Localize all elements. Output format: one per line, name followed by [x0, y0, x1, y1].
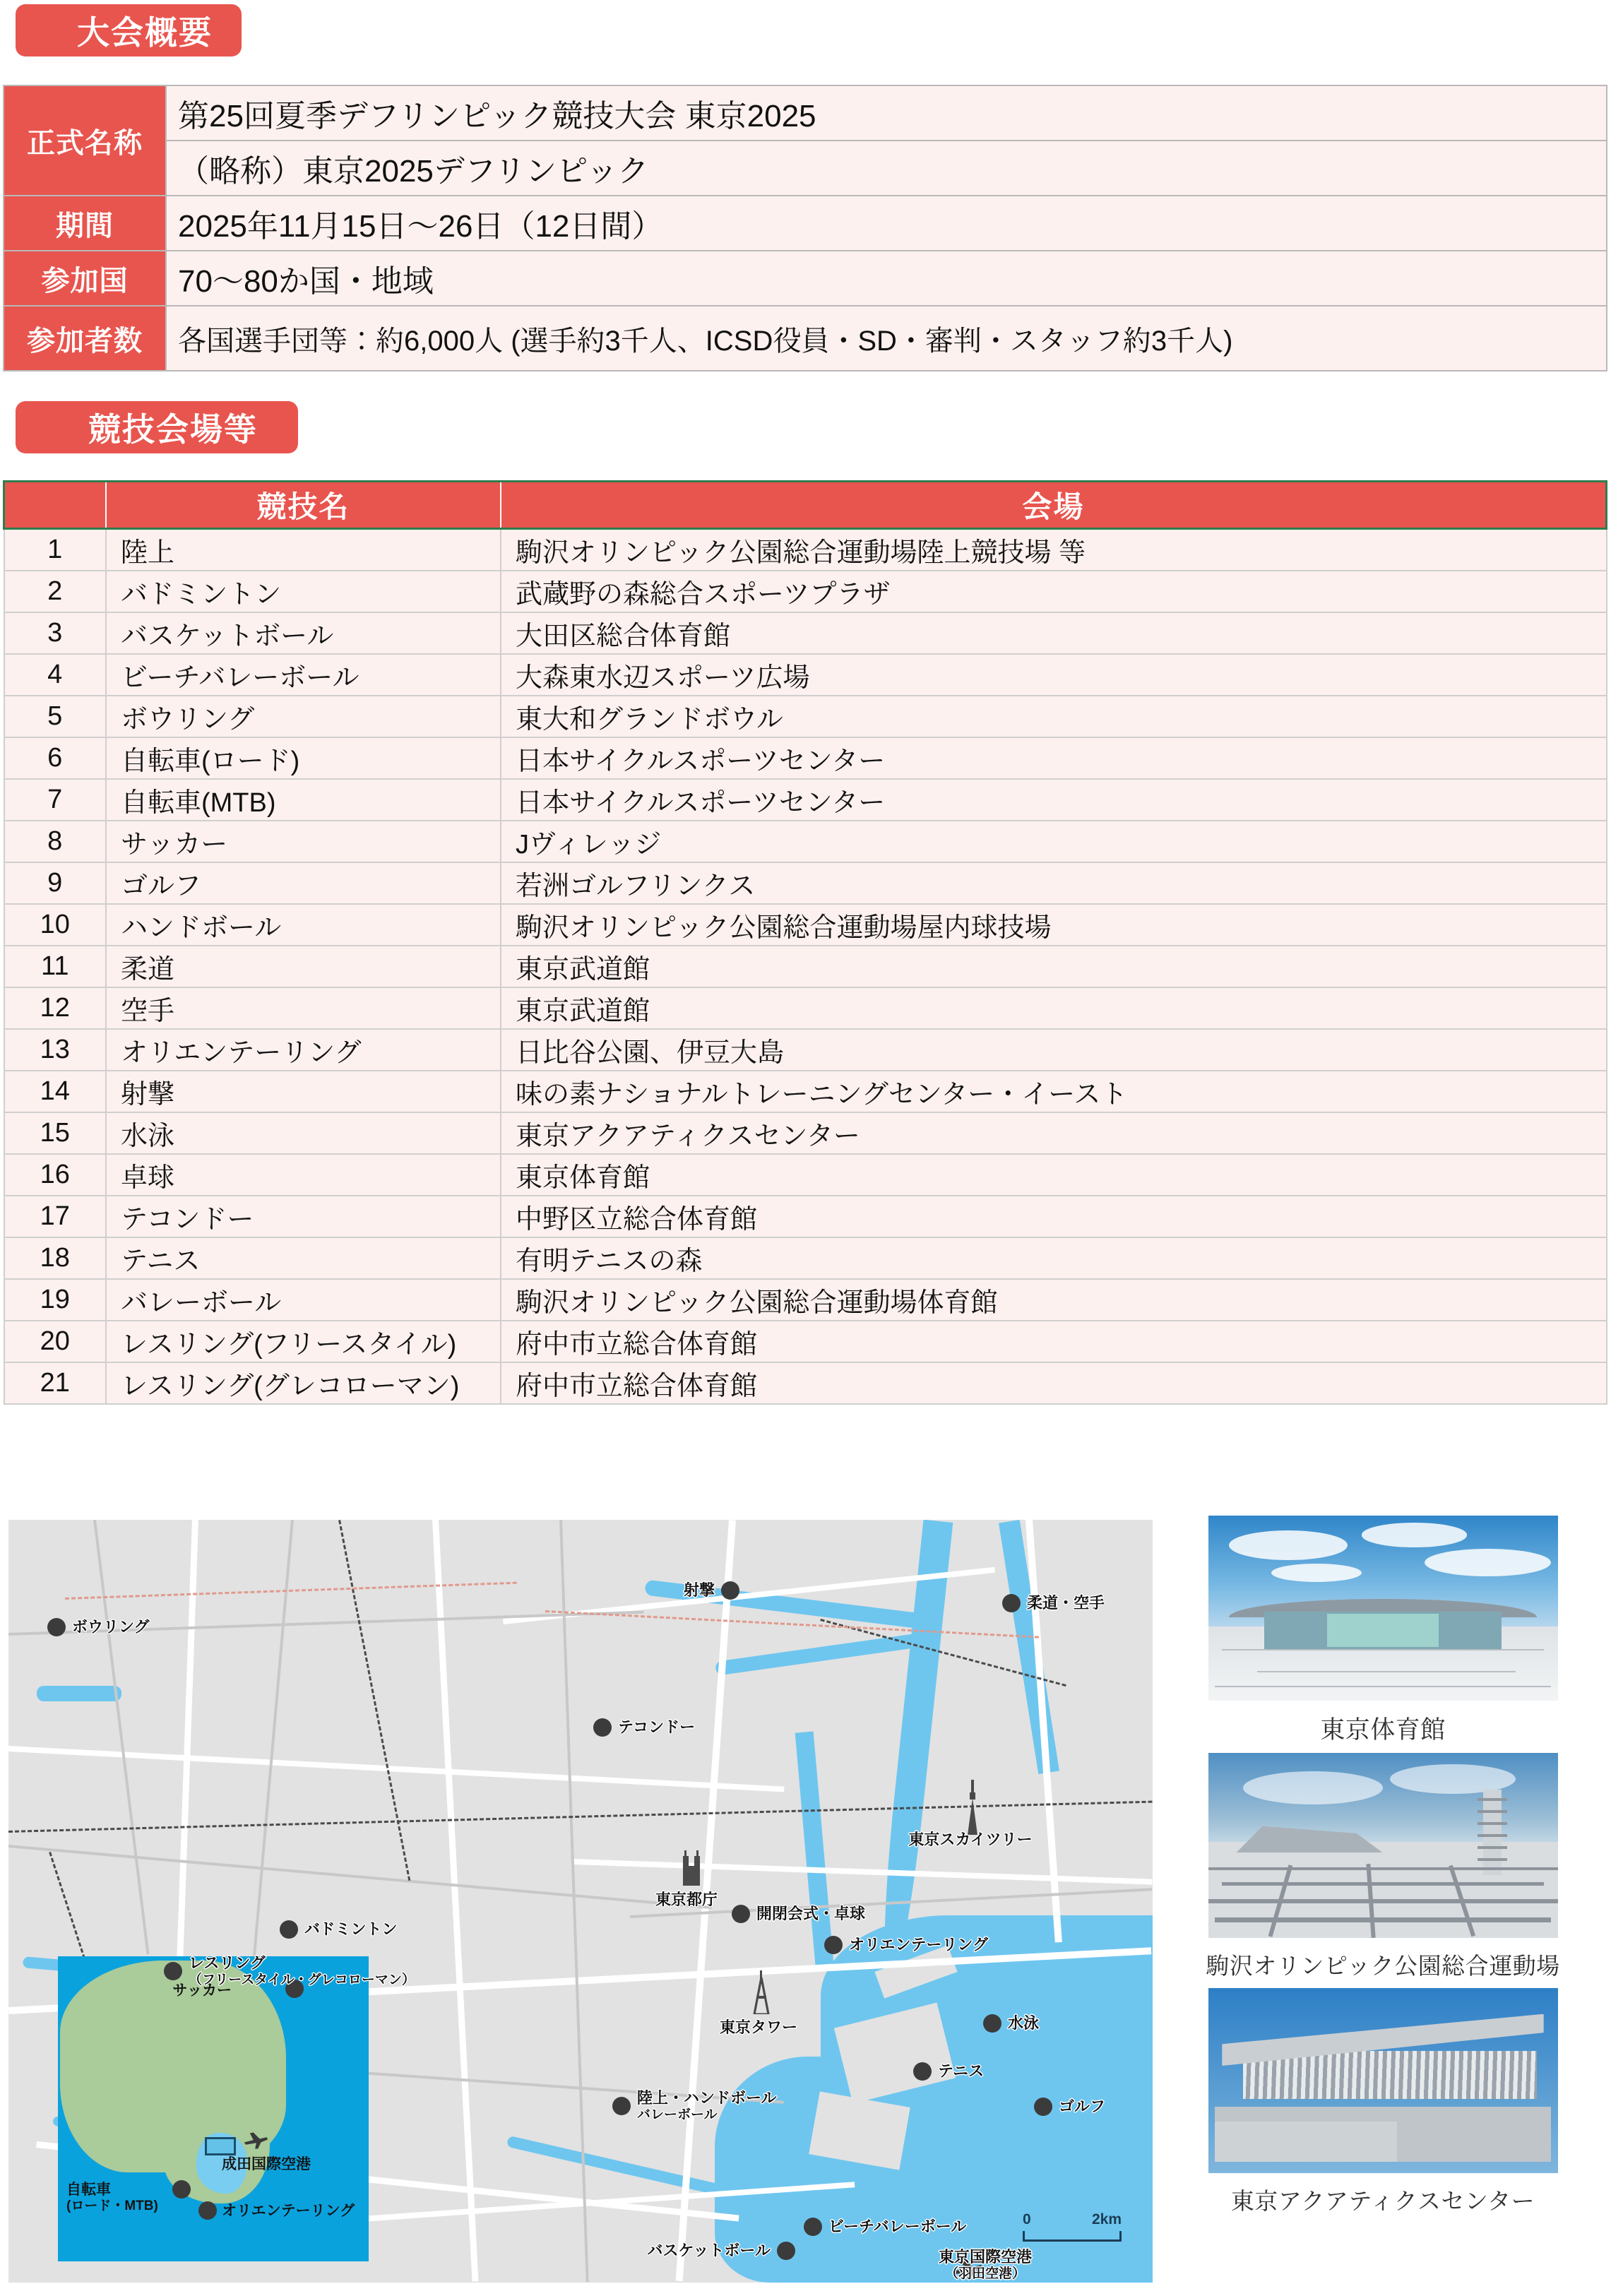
- map-label-basketball: [648, 2242, 771, 2260]
- map-label-main-basketball: バスケットボール: [647, 2242, 771, 2260]
- map-marker-athletics[interactable]: [612, 2097, 631, 2115]
- map-road-thin-4: [559, 1520, 589, 2282]
- map-label-tabletennis: [756, 1905, 865, 1923]
- narita-airport-plane-icon: [243, 2131, 268, 2153]
- map-marker-tabletennis[interactable]: [732, 1905, 750, 1923]
- venue-row-no: 2: [4, 571, 107, 612]
- venue-row-no: 3: [4, 612, 107, 654]
- venue-row-sport: 空手: [106, 987, 501, 1029]
- venue-row-sport: サッカー: [106, 821, 501, 862]
- table-row: [4, 779, 1607, 821]
- venue-photo-column: [1164, 1516, 1602, 2223]
- venue-row-venue: Jヴィレッジ: [501, 821, 1607, 862]
- venue-row-sport: バレーボール: [106, 1279, 501, 1321]
- venue-row-no: 7: [4, 779, 107, 821]
- inset-regional-map[interactable]: [58, 1953, 369, 2261]
- table-row: [4, 1029, 1607, 1071]
- scale-min: 0: [1023, 2211, 1031, 2227]
- photo-card-komazawa-park: [1164, 1753, 1602, 1981]
- venue-row-sport: 卓球: [106, 1154, 501, 1196]
- venue-row-sport: レスリング(フリースタイル): [106, 1321, 501, 1362]
- venue-row-no: 1: [4, 529, 107, 571]
- overview-value-short-name: （略称）東京2025デフリンピック: [166, 141, 1607, 196]
- photo-tokyo-gymnasium: [1208, 1516, 1558, 1701]
- venue-row-sport: ビーチバレーボール: [106, 654, 501, 696]
- scale-ticks: [1023, 2231, 1122, 2242]
- venue-row-venue: 府中市立総合体育館: [501, 1321, 1607, 1362]
- map-label-sub-wrestling: （フリースタイル・グレコローマン）: [189, 1972, 415, 1987]
- venue-row-sport: ゴルフ: [106, 862, 501, 904]
- table-row: [4, 821, 1607, 862]
- table-row: [4, 1362, 1607, 1404]
- map-landmark-main-tocho: 東京都庁: [655, 1891, 718, 1908]
- map-marker-badminton[interactable]: [280, 1920, 298, 1939]
- venue-row-no: 16: [4, 1154, 107, 1196]
- map-marker-tennis[interactable]: [913, 2062, 932, 2081]
- map-label-main-swimming: 水泳: [1008, 2014, 1040, 2033]
- map-landmark-main-haneda: 東京国際空港: [938, 2248, 1033, 2266]
- inset-label-cycling-main: 自転車: [66, 2182, 111, 2198]
- venue-row-no: 15: [4, 1112, 107, 1154]
- map-label-sub-athletics: バレーボール: [637, 2107, 718, 2122]
- table-row: [4, 306, 1607, 371]
- inset-marker-cycling[interactable]: [172, 2180, 191, 2199]
- map-marker-shooting[interactable]: [721, 1581, 739, 1600]
- map-landmark-sub-haneda: （羽田空港）: [944, 2266, 1026, 2281]
- venue-row-no: 9: [4, 862, 107, 904]
- overview-value-participants: 各国選手団等：約6,000人 (選手約3千人、ICSD役員・SD・審判・スタッフ約3千人): [166, 306, 1607, 371]
- overview-table: [3, 85, 1607, 371]
- map-marker-beachvolley[interactable]: [804, 2218, 822, 2236]
- venue-row-no: 6: [4, 737, 107, 779]
- venue-row-venue: 駒沢オリンピック公園総合運動場陸上競技場 等: [501, 529, 1607, 571]
- map-label-main-bowling: ボウリング: [72, 1618, 150, 1636]
- venue-row-sport: 柔道: [106, 946, 501, 987]
- photo-card-tokyo-gymnasium: [1164, 1516, 1602, 1746]
- table-row: [4, 571, 1607, 612]
- map-road-5: [432, 1520, 479, 2282]
- venue-row-venue: 東京アクアティクスセンター: [501, 1112, 1607, 1154]
- photo-caption-komazawa-park: 駒沢オリンピック公園総合運動場: [1206, 1953, 1560, 1979]
- map-label-shooting: [684, 1581, 715, 1600]
- table-row: [4, 196, 1607, 251]
- venue-row-venue: 日比谷公園、伊豆大島: [501, 1029, 1607, 1071]
- venue-row-venue: 若洲ゴルフリンクス: [501, 862, 1607, 904]
- venue-row-sport: 自転車(MTB): [106, 779, 501, 821]
- table-row: [4, 141, 1607, 196]
- venue-row-sport: 水泳: [106, 1112, 501, 1154]
- table-row: [4, 1279, 1607, 1321]
- venue-row-venue: 味の素ナショナルトレーニングセンター・イースト: [501, 1071, 1607, 1112]
- table-row: [4, 251, 1607, 306]
- table-row: [4, 1112, 1607, 1154]
- venue-row-venue: 大田区総合体育館: [501, 612, 1607, 654]
- venue-row-venue: 有明テニスの森: [501, 1237, 1607, 1279]
- venue-row-venue: 東京武道館: [501, 987, 1607, 1029]
- venue-row-sport: ボウリング: [106, 696, 501, 737]
- venue-row-venue: 武蔵野の森総合スポーツプラザ: [501, 571, 1607, 612]
- map-marker-bowling[interactable]: [47, 1618, 66, 1636]
- map-label-orienteering: [849, 1936, 988, 1954]
- table-row: [4, 529, 1607, 571]
- venue-row-no: 11: [4, 946, 107, 987]
- inset-label-narita-airport: 成田国際空港: [222, 2156, 311, 2172]
- map-label-tennis: [938, 2062, 984, 2081]
- map-marker-wrestling[interactable]: [164, 1962, 182, 1980]
- section-badge-overview: 大会概要: [16, 4, 242, 56]
- overview-label-countries: 参加国: [4, 251, 166, 306]
- photo-card-tokyo-aquatics: [1164, 1988, 1602, 2216]
- photo-caption-tokyo-aquatics: 東京アクアティクスセンター: [1230, 2188, 1535, 2214]
- venues-table: [3, 480, 1607, 1405]
- table-row: [4, 696, 1607, 737]
- venue-row-sport: バドミントン: [106, 571, 501, 612]
- venue-row-no: 14: [4, 1071, 107, 1112]
- venue-row-venue: 東京体育館: [501, 1154, 1607, 1196]
- map-label-taekwondo: [618, 1718, 695, 1737]
- overview-value-countries: 70～80か国・地域: [166, 251, 1607, 306]
- map-scale-bar: [1023, 2211, 1122, 2242]
- section-badge-venues: 競技会場等: [16, 401, 298, 453]
- inset-label-orienteering: オリエンテーリング: [222, 2203, 355, 2219]
- map-marker-orienteering[interactable]: [824, 1936, 843, 1954]
- map-marker-taekwondo[interactable]: [593, 1718, 612, 1737]
- map-label-main-tabletennis: 開閉会式・卓球: [756, 1905, 866, 1923]
- scale-max: 2km: [1091, 2211, 1122, 2227]
- map-label-beachvolley: [828, 2218, 966, 2236]
- map-label-main-judo-karate: 柔道・空手: [1027, 1594, 1105, 1612]
- table-row: [4, 1321, 1607, 1362]
- inset-marker-orienteering[interactable]: [198, 2201, 217, 2220]
- map-road-9: [573, 1859, 1153, 1885]
- venue-row-venue: 駒沢オリンピック公園総合運動場屋内球技場: [501, 904, 1607, 946]
- map-marker-basketball[interactable]: [777, 2242, 795, 2260]
- venue-row-no: 20: [4, 1321, 107, 1362]
- map-road-thin-2: [8, 1845, 712, 1909]
- map-label-swimming: [1008, 2014, 1039, 2033]
- venue-row-sport: 自転車(ロード): [106, 737, 501, 779]
- photo-komazawa-park: [1208, 1753, 1558, 1938]
- venue-row-venue: 東京武道館: [501, 946, 1607, 987]
- venue-row-sport: バスケットボール: [106, 612, 501, 654]
- map-landmark-label-tocho: [655, 1891, 718, 1909]
- map-landmark-label-skytree: [908, 1831, 1032, 1849]
- table-row: [4, 1237, 1607, 1279]
- tokyo-tower-icon: [751, 1970, 771, 2018]
- photo-tokyo-aquatics: [1208, 1988, 1558, 2173]
- inset-label-cycling: [66, 2181, 158, 2215]
- map-label-athletics: [637, 2089, 777, 2123]
- inset-label-soccer: サッカー: [172, 1982, 232, 1999]
- map-label-judo-karate: [1027, 1594, 1105, 1612]
- photo-caption-tokyo-gymnasium: 東京体育館: [1320, 1716, 1446, 1744]
- table-row: [4, 1071, 1607, 1112]
- map-boundary-pink-1: [65, 1582, 517, 1600]
- map-landmark-label-haneda: [939, 2248, 1032, 2282]
- map-label-main-shooting: 射撃: [683, 1581, 715, 1600]
- venue-location-map[interactable]: [8, 1520, 1153, 2283]
- venue-row-venue: 府中市立総合体育館: [501, 1362, 1607, 1404]
- venue-row-sport: 陸上: [106, 529, 501, 571]
- map-boundary-pink-2: [545, 1610, 1039, 1638]
- table-row: [4, 612, 1607, 654]
- inset-detail-area-box: [205, 2137, 236, 2155]
- map-label-main-athletics: 陸上・ハンドボール: [637, 2088, 777, 2107]
- venue-row-no: 18: [4, 1237, 107, 1279]
- map-landmark-label-tokyo-tower: [720, 2018, 797, 2037]
- map-landmark-main-skytree: 東京スカイツリー: [908, 1831, 1033, 1848]
- venue-row-no: 4: [4, 654, 107, 696]
- venue-row-sport: テコンドー: [106, 1196, 501, 1237]
- venue-row-sport: オリエンテーリング: [106, 1029, 501, 1071]
- venue-row-venue: 駒沢オリンピック公園総合運動場体育館: [501, 1279, 1607, 1321]
- map-marker-swimming[interactable]: [983, 2014, 1001, 2033]
- venue-row-sport: テニス: [106, 1237, 501, 1279]
- overview-value-official-name: 第25回夏季デフリンピック競技大会 東京2025: [166, 85, 1607, 141]
- venue-row-no: 12: [4, 987, 107, 1029]
- table-row: [4, 85, 1607, 141]
- venue-row-venue: 日本サイクルスポーツセンター: [501, 779, 1607, 821]
- map-marker-judo-karate[interactable]: [1002, 1594, 1021, 1612]
- table-row: [4, 862, 1607, 904]
- column-header-sport: 競技名: [106, 482, 501, 529]
- map-landmark-main-tokyo-tower: 東京タワー: [719, 2018, 798, 2036]
- venue-row-no: 13: [4, 1029, 107, 1071]
- overview-label-official-name: 正式名称: [4, 85, 166, 196]
- overview-label-participants: 参加者数: [4, 306, 166, 371]
- map-label-main-tennis: テニス: [938, 2062, 985, 2081]
- table-row: [4, 946, 1607, 987]
- map-boundary-2: [338, 1520, 410, 1881]
- table-row: [4, 1154, 1607, 1196]
- tokyo-skytree-icon: [963, 1780, 982, 1838]
- venue-row-no: 17: [4, 1196, 107, 1237]
- venue-row-venue: 大森東水辺スポーツ広場: [501, 654, 1607, 696]
- venue-row-no: 8: [4, 821, 107, 862]
- venues-table-header-row: [4, 482, 1607, 529]
- map-road-thin-1: [93, 1520, 150, 1954]
- overview-value-period: 2025年11月15日～26日（12日間）: [166, 196, 1607, 251]
- map-label-main-taekwondo: テコンドー: [618, 1718, 696, 1737]
- venue-row-venue: 日本サイクルスポーツセンター: [501, 737, 1607, 779]
- venue-row-sport: ハンドボール: [106, 904, 501, 946]
- venue-row-sport: 射撃: [106, 1071, 501, 1112]
- table-row: [4, 904, 1607, 946]
- venue-row-no: 5: [4, 696, 107, 737]
- map-label-bowling: [72, 1618, 150, 1636]
- inset-label-cycling-sub: (ロード・MTB): [66, 2199, 158, 2214]
- table-row: [4, 1196, 1607, 1237]
- overview-label-period: 期間: [4, 196, 166, 251]
- map-label-main-badminton: バドミントン: [304, 1920, 398, 1939]
- venue-row-no: 10: [4, 904, 107, 946]
- tokyo-metropolitan-government-icon: [681, 1850, 702, 1889]
- column-header-no: [4, 482, 107, 529]
- venue-row-no: 19: [4, 1279, 107, 1321]
- map-label-badminton: [304, 1920, 398, 1939]
- map-label-main-wrestling: レスリング: [189, 1953, 266, 1972]
- map-label-wrestling: [189, 1954, 415, 1988]
- map-water-sumida: [795, 1731, 834, 1965]
- map-water-west-pond: [37, 1686, 121, 1701]
- table-row: [4, 987, 1607, 1029]
- venue-row-sport: レスリング(グレコローマン): [106, 1362, 501, 1404]
- venue-row-venue: 中野区立総合体育館: [501, 1196, 1607, 1237]
- map-label-main-beachvolley: ビーチバレーボール: [828, 2218, 967, 2236]
- map-label-golf: [1059, 2098, 1105, 2116]
- table-row: [4, 654, 1607, 696]
- table-row: [4, 737, 1607, 779]
- venue-row-venue: 東大和グランドボウル: [501, 696, 1607, 737]
- map-marker-golf[interactable]: [1034, 2098, 1052, 2116]
- venue-row-no: 21: [4, 1362, 107, 1404]
- column-header-venue: 会場: [501, 482, 1607, 529]
- map-label-main-orienteering: オリエンテーリング: [849, 1936, 989, 1954]
- map-label-main-golf: ゴルフ: [1059, 2098, 1106, 2116]
